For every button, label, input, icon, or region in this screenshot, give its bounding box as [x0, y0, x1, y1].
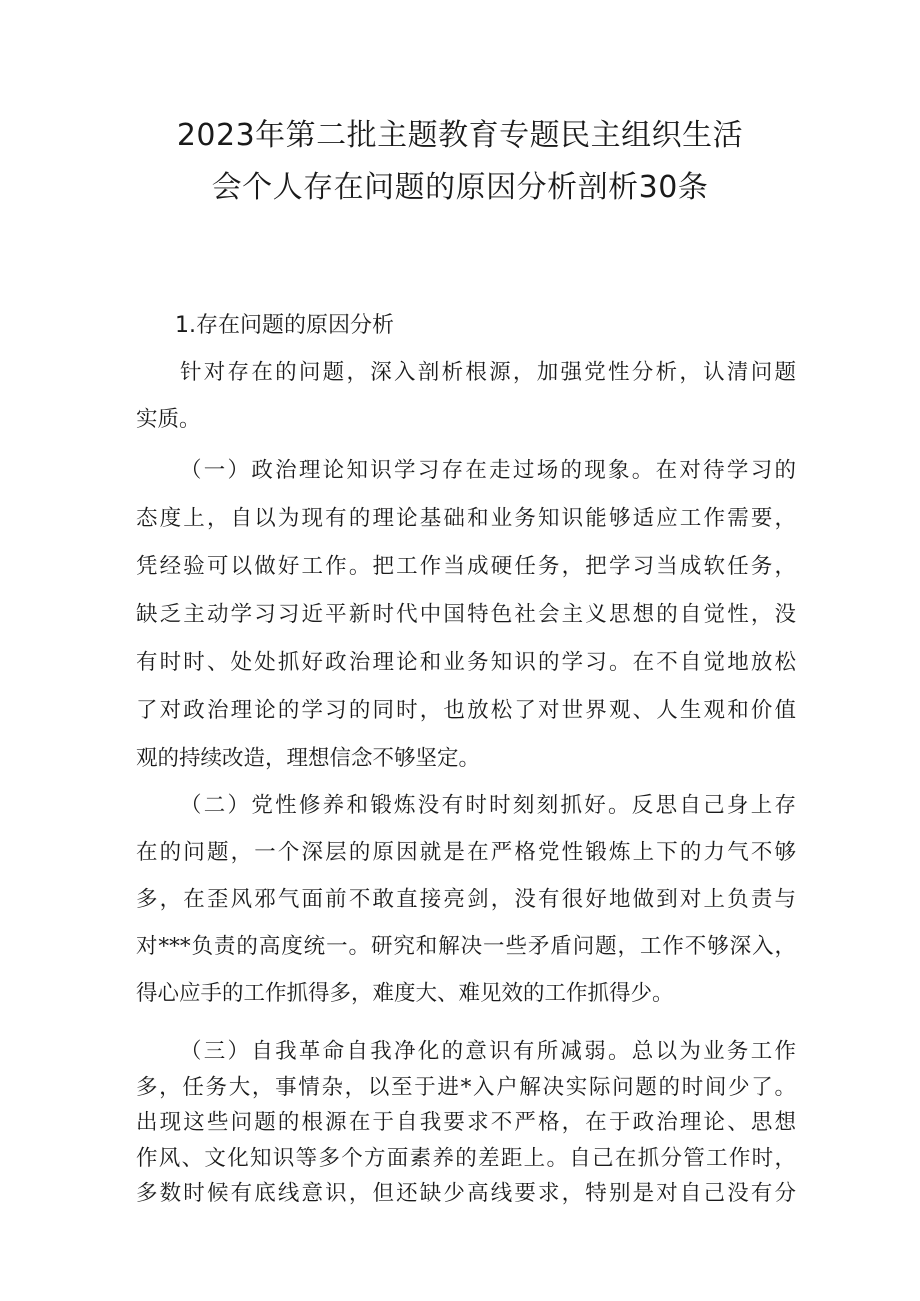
paragraph-line: 出现这些问题的根源在于自我要求不严格，在于政治理论、思想 [136, 1110, 796, 1135]
paragraph-point-3 [136, 1034, 796, 1212]
title-line: 2023年第二批主题教育专题民主组织生活 [176, 118, 744, 153]
paragraph-line: （二）党性修养和锻炼没有时时刻刻抓好。反思自己身上存 [180, 793, 796, 818]
paragraph-line: 态度上，自以为现有的理论基础和业务知识能够适应工作需要， [136, 506, 796, 531]
paragraph-line: 多数时候有底线意识，但还缺少高线要求，特别是对自己没有分 [136, 1181, 796, 1206]
paragraph-line: 对***负责的高度统一。研究和解决一些矛盾问题，工作不够深入， [136, 934, 796, 959]
paragraph-line: （一）政治理论知识学习存在走过场的现象。在对待学习的 [180, 458, 796, 483]
paragraph-line: 凭经验可以做好工作。把工作当成硬任务，把学习当成软任务， [136, 554, 796, 579]
title-line: 会个人存在问题的原因分析剖析30条 [211, 170, 709, 205]
document-title [100, 110, 820, 214]
paragraph-line: 有时时、处处抓好政治理论和业务知识的学习。在不自觉地放松 [136, 650, 796, 675]
paragraph-point-1 [136, 447, 796, 783]
paragraph-line: 缺乏主动学习习近平新时代中国特色社会主义思想的自觉性，没 [136, 602, 796, 627]
paragraph-intro [136, 349, 796, 443]
section-heading: 1.存在问题的原因分析 [175, 313, 394, 338]
paragraph-line: 针对存在的问题，深入剖析根源，加强党性分析，认清问题 [180, 360, 796, 385]
paragraph-line: 观的持续改造，理想信念不够坚定。 [136, 746, 481, 771]
paragraph-line: 作风、文化知识等多个方面素养的差距上。自己在抓分管工作时， [136, 1145, 796, 1171]
paragraph-line: 了对政治理论的学习的同时，也放松了对世界观、人生观和价值 [136, 698, 796, 723]
paragraph-line: 多，任务大，事情杂，以至于进*入户解决实际问题的时间少了。 [136, 1074, 796, 1100]
paragraph-line: 多，在歪风邪气面前不敢直接亮剑，没有很好地做到对上负责与 [136, 887, 796, 912]
paragraph-line: 实质。 [136, 407, 201, 432]
paragraph-line: 得心应手的工作抓得多，难度大、难见效的工作抓得少。 [136, 981, 674, 1006]
paragraph-line: 在的问题，一个深层的原因就是在严格党性锻炼上下的力气不够 [136, 840, 796, 865]
paragraph-point-2 [136, 782, 796, 1017]
paragraph-line: （三）自我革命自我净化的意识有所减弱。总以为业务工作 [180, 1039, 796, 1064]
